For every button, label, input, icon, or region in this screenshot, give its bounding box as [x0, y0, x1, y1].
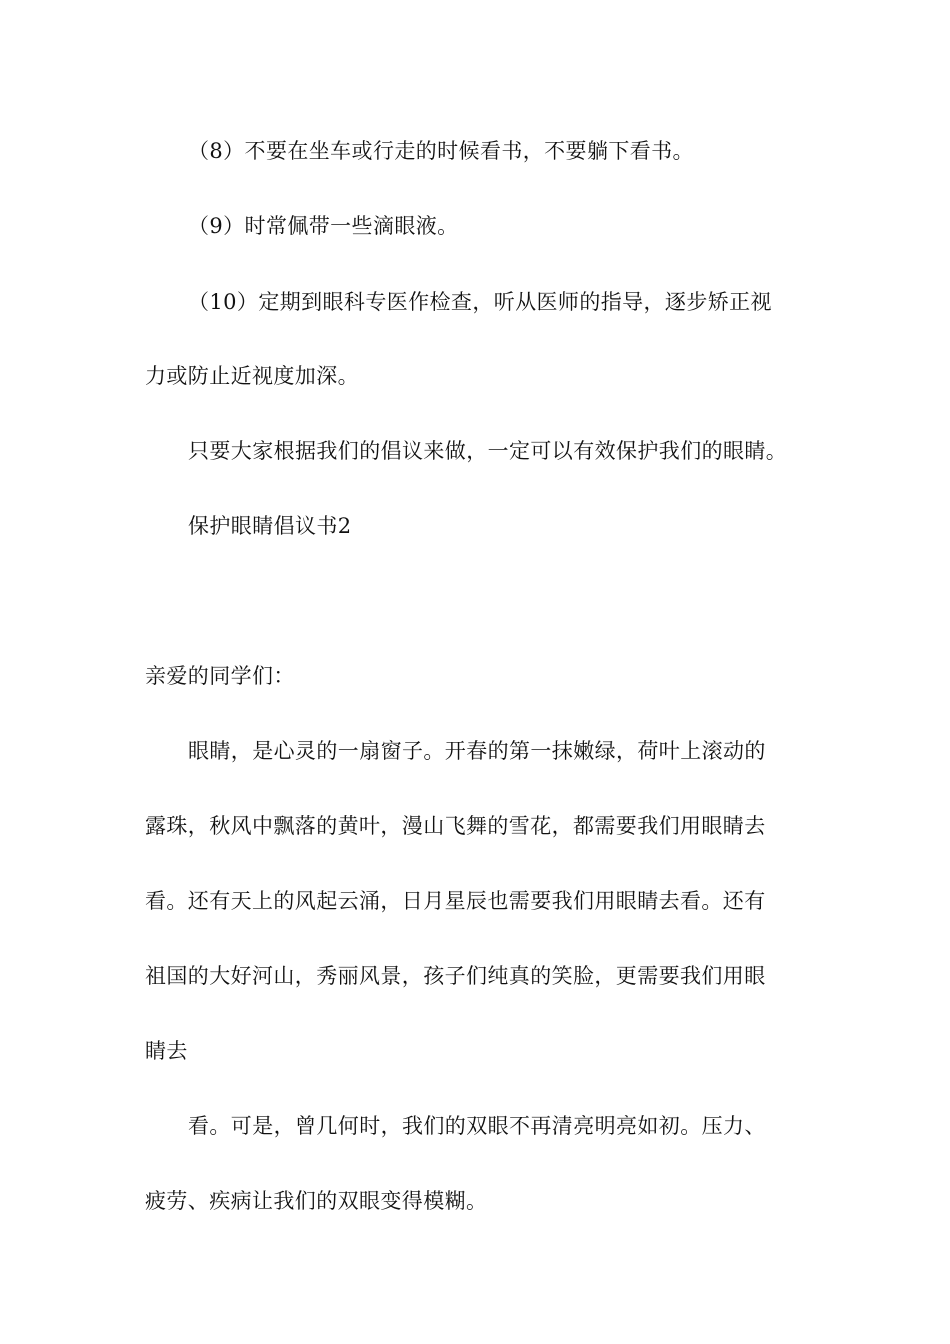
salutation: 亲爱的同学们：	[145, 664, 295, 688]
section-title: 保护眼睛倡议书2	[188, 514, 352, 538]
list-item-9: （9）时常佩带一些滴眼液。	[188, 214, 459, 238]
list-item-10-line-1: （10）定期到眼科专医作检查，听从医师的指导，逐步矫正视	[188, 290, 772, 314]
list-item-10-line-2: 力或防止近视度加深。	[145, 364, 359, 388]
paragraph-line: 看。可是，曾几何时，我们的双眼不再清亮明亮如初。压力、	[188, 1114, 766, 1138]
paragraph-line: 露珠，秋风中飘落的黄叶，漫山飞舞的雪花，都需要我们用眼睛去	[145, 814, 766, 838]
list-item-8: （8）不要在坐车或行走的时候看书，不要躺下看书。	[188, 139, 694, 163]
paragraph-line: 祖国的大好河山，秀丽风景，孩子们纯真的笑脸，更需要我们用眼	[145, 964, 766, 988]
paragraph-line: 疲劳、疾病让我们的双眼变得模糊。	[145, 1189, 488, 1213]
paragraph-line: 看。还有天上的风起云涌，日月星辰也需要我们用眼睛去看。还有	[145, 889, 766, 913]
closing-paragraph: 只要大家根据我们的倡议来做，一定可以有效保护我们的眼睛。	[188, 439, 788, 463]
paragraph-line: 眼睛，是心灵的一扇窗子。开春的第一抹嫩绿，荷叶上滚动的	[188, 739, 766, 763]
paragraph-line: 睛去	[145, 1039, 188, 1063]
